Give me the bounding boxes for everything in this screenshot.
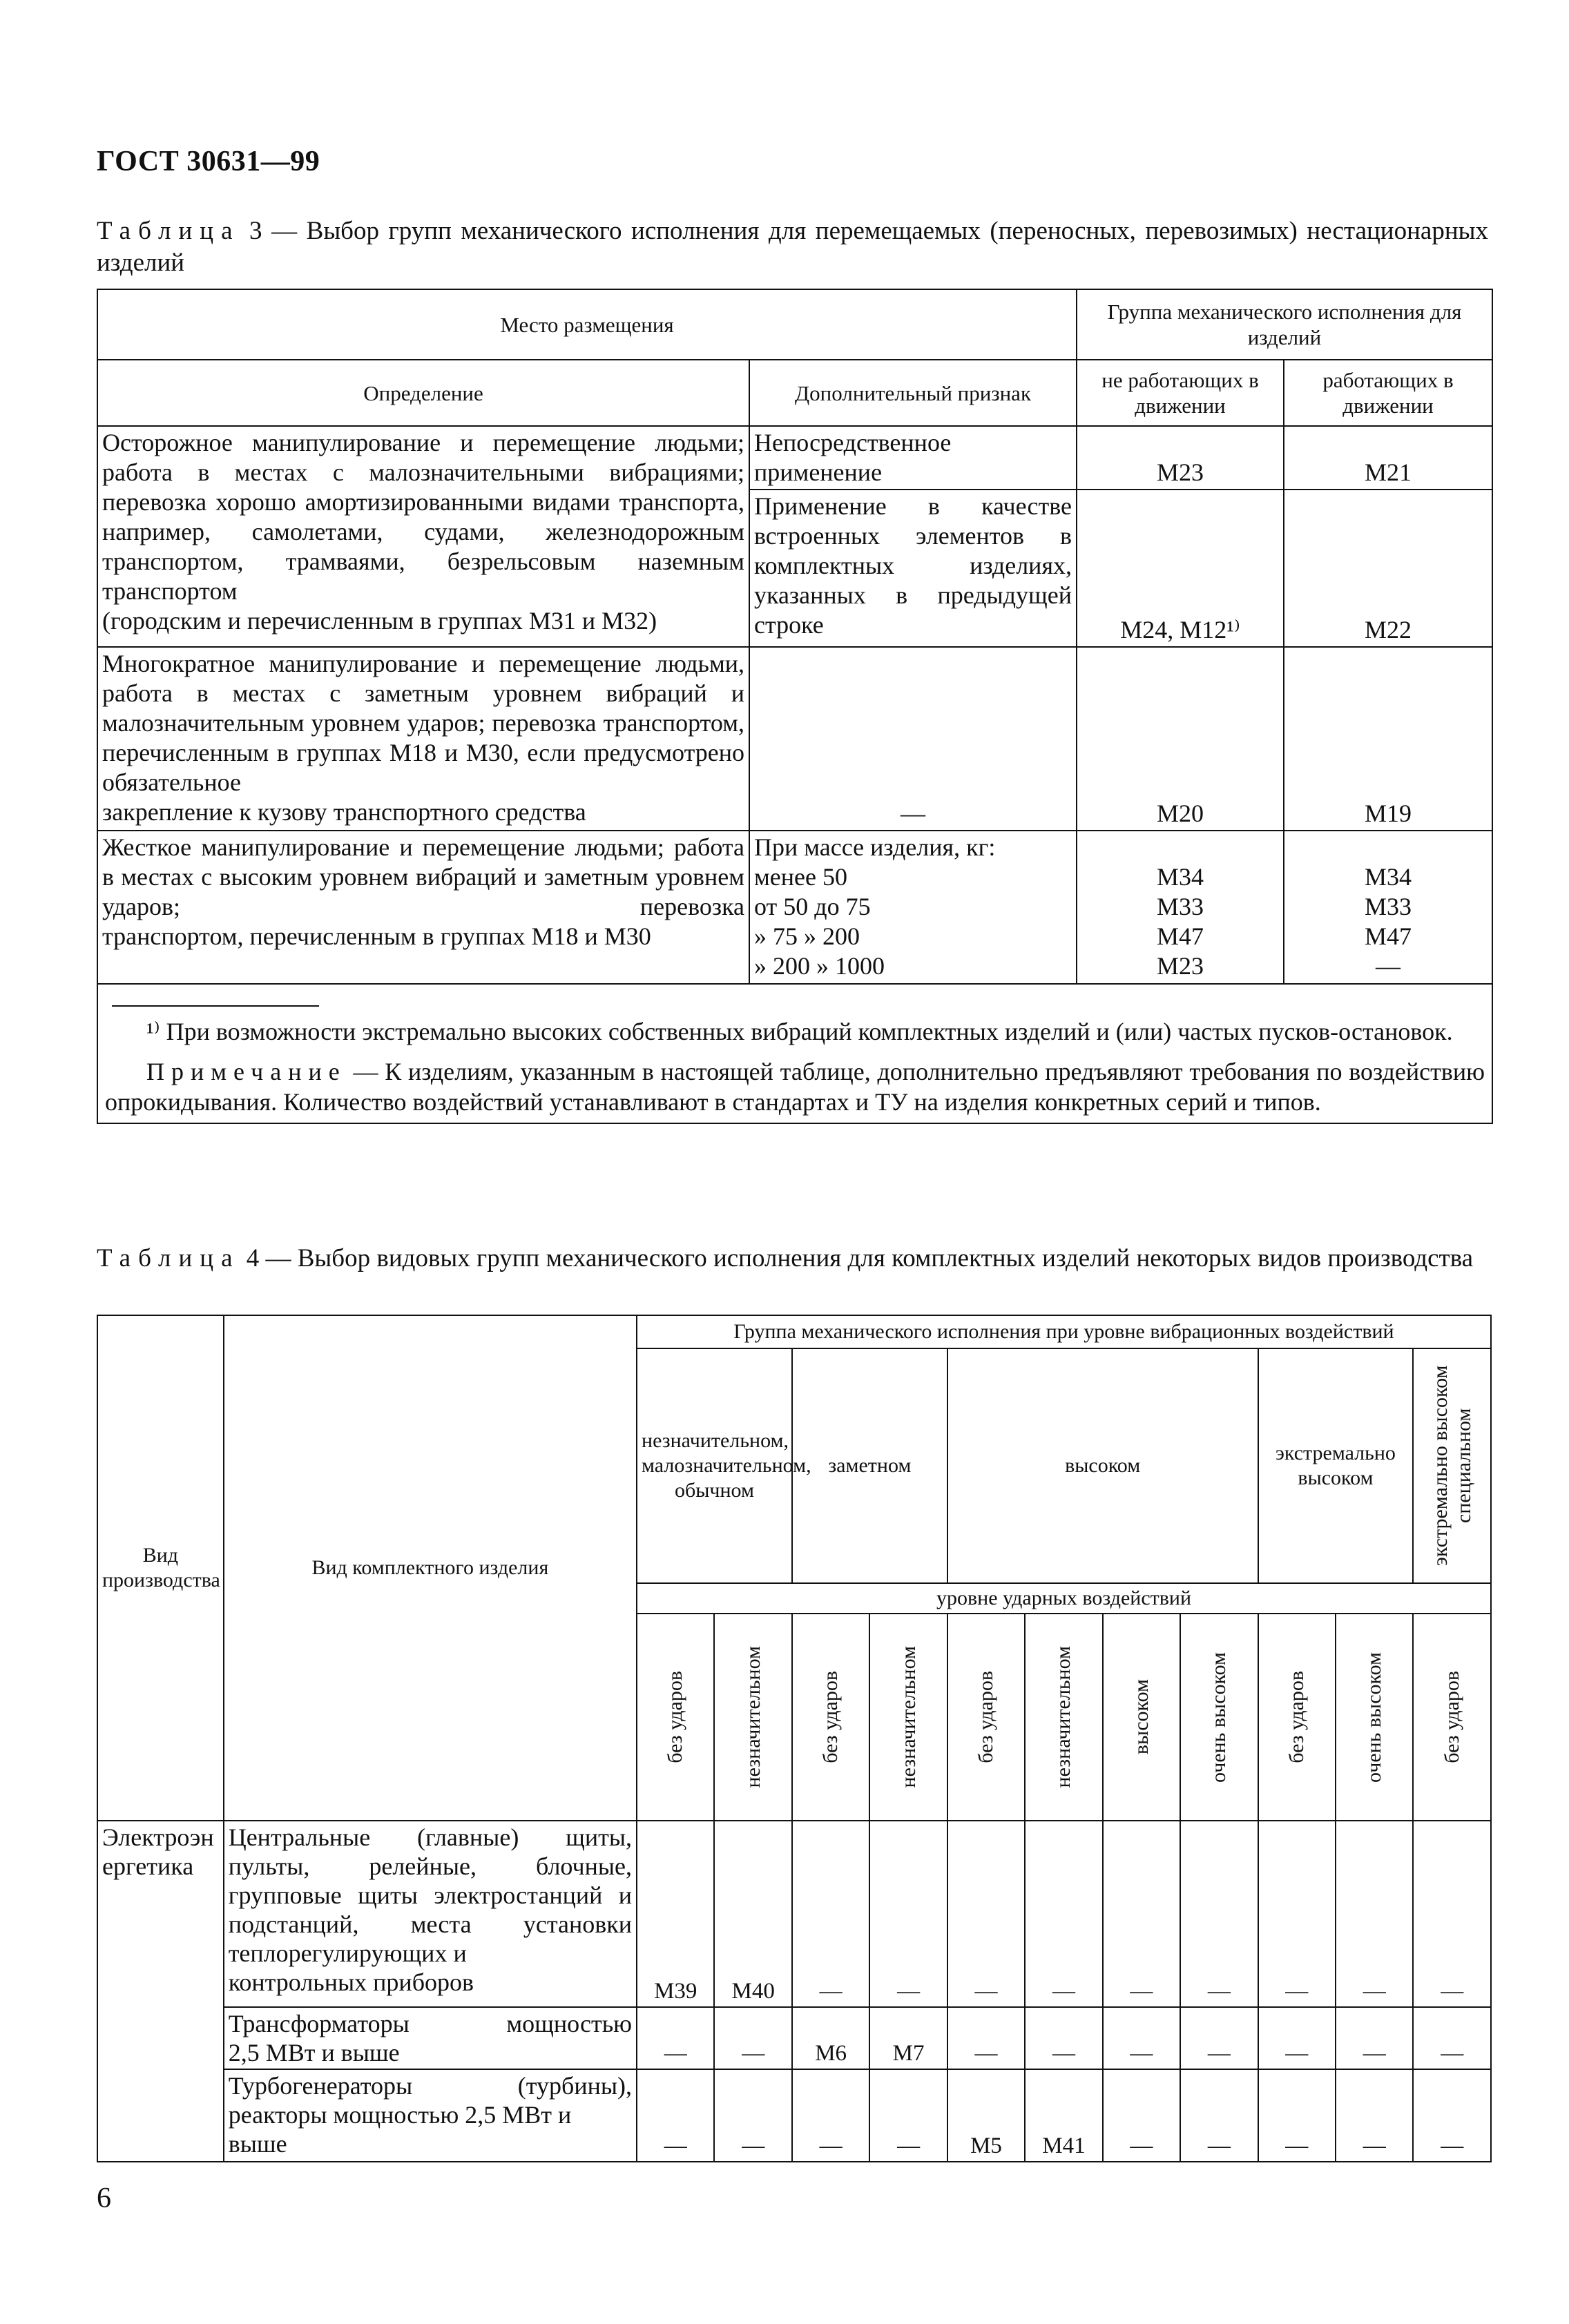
t4-cell: — <box>1025 2007 1102 2069</box>
table4-caption <box>97 1243 1488 1275</box>
t4-head-vib-high: высоком <box>947 1348 1258 1583</box>
t3-row1-feature-a: Непосредственное применение <box>749 426 1077 490</box>
t4-row2-product <box>224 2007 637 2069</box>
t4-shock-label: незначительном <box>741 1646 764 1788</box>
t4-shock-label: без ударов <box>1284 1671 1308 1763</box>
page-number: 6 <box>97 2182 111 2214</box>
t4-shock-label: очень высоком <box>1207 1652 1231 1783</box>
t4-cell: — <box>1336 2007 1413 2069</box>
t4-cell: — <box>714 2007 791 2069</box>
t4-shock-label: высоком <box>1129 1679 1153 1755</box>
t3-row1-moving-a: М21 <box>1284 426 1492 490</box>
t4-row1-product <box>224 1821 637 2007</box>
t4-cell: М5 <box>947 2069 1025 2162</box>
t4-head-shock-cell <box>1180 1614 1258 1821</box>
table4-caption-label: Таблица <box>97 1244 240 1272</box>
t4-head-shock-cell <box>714 1614 791 1821</box>
t3-row3-moving <box>1284 831 1492 984</box>
t3-row1-def-main: Осторожное манипулирование и перемещение людьми; работа в местах с малозначительными вибрациями; перевозка хорошо амортизированными видами транспорта, например, самолетами, судами, железнодорожным транспортом, трамваями, безрельсовым наземным транспортом <box>102 429 744 605</box>
t4-shock-label: без ударов <box>819 1671 843 1763</box>
t3-note-text: — К изделиям, указанным в настоящей таблице, дополнительно предъявляют требования по воздействию опрокидывания. Количество воздействий устанавливают в стандартах и ТУ на изделия конкретных серий и типов. <box>105 1058 1485 1116</box>
t3-row3-mass-head: При массе изделия, кг: <box>754 833 996 861</box>
t3-row3-value: М33 <box>1365 893 1412 920</box>
t3-row3-mass-item: менее 50 <box>754 863 847 891</box>
t3-note <box>105 1056 1485 1117</box>
t3-row3-value: М34 <box>1157 863 1204 891</box>
t3-row1-feature-b: Применение в качестве встроенных элементов в комплектных изделиях, указанных в предыдущей строке <box>749 490 1077 647</box>
t3-row3-mass-item: от 50 до 75 <box>754 893 871 920</box>
t4-cell: — <box>637 2069 714 2162</box>
t3-row3-value: М33 <box>1157 893 1204 920</box>
t3-head-not-moving: не работающих в движении <box>1077 360 1284 426</box>
t4-head-vib-extreme: экстремально высоком <box>1258 1348 1414 1583</box>
t3-row3-value: — <box>1376 952 1401 980</box>
t4-head-group: Группа механического исполнения при уровне вибрационных воздействий <box>637 1315 1491 1348</box>
t4-head-shock-cell <box>1413 1614 1491 1821</box>
t3-head-group: Группа механического исполнения для изделий <box>1077 289 1492 360</box>
table3-caption-label: Таблица <box>97 217 240 245</box>
t4-cell: — <box>1413 2069 1491 2162</box>
t3-row2-def-last: закрепление к кузову транспортного средства <box>102 798 586 826</box>
t4-head-shock-cell <box>637 1614 714 1821</box>
t4-head-vib-low: незначительном, малозначительном, обычном <box>637 1348 792 1583</box>
t3-row3-def-main: Жесткое манипулирование и перемещение людьми; работа в местах с высоким уровнем вибраций и заметным уровнем ударов; перевозка <box>102 833 744 920</box>
t4-shock-label: незначительном <box>896 1646 920 1788</box>
t4-head-vib-extreme-special-text: экстремально высоком специальном <box>1428 1365 1475 1567</box>
t4-head-production: Вид производства <box>97 1315 224 1821</box>
t4-head-vib-noticeable: заметном <box>792 1348 947 1583</box>
t3-row3-value: М23 <box>1157 952 1204 980</box>
t3-row1-definition <box>97 426 749 647</box>
t3-row1-not-moving-b: М24, М12¹⁾ <box>1077 490 1284 647</box>
t4-cell: — <box>869 1821 947 2007</box>
t4-cell: — <box>869 2069 947 2162</box>
document-header: ГОСТ 30631—99 <box>97 146 320 177</box>
t3-row3-mass-item: » 75 » 200 <box>754 922 860 950</box>
t4-cell: — <box>1180 2069 1258 2162</box>
t4-shock-label: без ударов <box>974 1671 997 1763</box>
t4-cell: — <box>792 2069 869 2162</box>
t4-production: Электроэнергетика <box>97 1821 224 2162</box>
t3-row3-definition <box>97 831 749 984</box>
t3-note-label: Примечание <box>146 1058 347 1085</box>
table3-caption-text: 3 — Выбор групп механического исполнения для перемещаемых (переносных, перевозимых) нестационарных изделий <box>97 217 1488 277</box>
t4-head-shock-cell <box>1258 1614 1336 1821</box>
t4-cell: — <box>1258 2007 1336 2069</box>
t4-row3-product-main: Турбогенераторы (турбины), реакторы мощностью 2,5 МВт и <box>228 2072 633 2129</box>
t4-shock-label: без ударов <box>664 1671 687 1763</box>
t4-cell: — <box>1258 1821 1336 2007</box>
t3-row2-feature: — <box>749 647 1077 831</box>
t3-row2-definition <box>97 647 749 831</box>
t4-cell: — <box>1336 2069 1413 2162</box>
t3-row1-not-moving-a: М23 <box>1077 426 1284 490</box>
t4-cell: — <box>637 2007 714 2069</box>
t4-cell: — <box>1258 2069 1336 2162</box>
t4-cell: — <box>1413 2007 1491 2069</box>
t3-row3-def-last: транспортом, перечисленным в группах М18 и М30 <box>102 922 651 950</box>
t4-head-shock-cell <box>1336 1614 1413 1821</box>
t4-shock-label: без ударов <box>1440 1671 1463 1763</box>
t3-row2-moving: М19 <box>1284 647 1492 831</box>
t4-head-shock-cell <box>1103 1614 1180 1821</box>
t4-row1-product-last: контрольных приборов <box>228 1968 474 1996</box>
t4-head-shock-cell <box>792 1614 869 1821</box>
t3-row3-value: М47 <box>1157 922 1204 950</box>
footnote-separator <box>112 1005 319 1007</box>
t4-cell: М7 <box>869 2007 947 2069</box>
t4-head-shock-cell <box>947 1614 1025 1821</box>
t4-cell: М41 <box>1025 2069 1102 2162</box>
t4-cell: — <box>1336 1821 1413 2007</box>
t4-cell: — <box>1103 2069 1180 2162</box>
t4-cell: — <box>1103 1821 1180 2007</box>
t3-row1-def-last: (городским и перечисленным в группах М31 и М32) <box>102 607 657 635</box>
t4-cell: — <box>1103 2007 1180 2069</box>
t4-cell: — <box>1413 1821 1491 2007</box>
t4-head-product: Вид комплектного изделия <box>224 1315 637 1821</box>
t4-row3-product-last: выше <box>228 2130 287 2158</box>
t3-row2-not-moving: М20 <box>1077 647 1284 831</box>
t4-cell: — <box>714 2069 791 2162</box>
t4-cell: — <box>947 1821 1025 2007</box>
t3-head-definition: Определение <box>97 360 749 426</box>
table4-caption-text: 4 — Выбор видовых групп механического исполнения для комплектных изделий некоторых видов производства <box>240 1244 1474 1272</box>
t3-notes <box>97 984 1492 1123</box>
t3-row3-mass-item: » 200 » 1000 <box>754 952 885 980</box>
t3-row3-not-moving <box>1077 831 1284 984</box>
t4-cell: — <box>947 2007 1025 2069</box>
t4-cell: — <box>1180 1821 1258 2007</box>
t4-head-vib-extreme-special <box>1413 1348 1491 1583</box>
t4-cell: М39 <box>637 1821 714 2007</box>
t3-row2-def-main: Многократное манипулирование и перемещение людьми, работа в местах с заметным уровнем вибраций и малозначительным уровнем ударов; перевозка транспортом, перечисленным в группах М18 и М30, если предусмотрено обязательное <box>102 650 744 796</box>
t4-cell: — <box>1025 1821 1102 2007</box>
table3 <box>97 289 1493 1124</box>
t3-footnote: ¹⁾ При возможности экстремально высоких собственных вибраций комплектных изделий и (или) частых пусков-остановок. <box>146 1018 1453 1045</box>
t3-row3-value: М47 <box>1365 922 1412 950</box>
t4-head-shock-cell <box>869 1614 947 1821</box>
t3-head-feature: Дополнительный признак <box>749 360 1077 426</box>
t4-cell: М6 <box>792 2007 869 2069</box>
table3-caption <box>97 215 1488 279</box>
t4-head-shock: уровне ударных воздействий <box>637 1583 1491 1614</box>
t4-row3-product <box>224 2069 637 2162</box>
t4-row1-product-main: Центральные (главные) щиты, пульты, релейные, блочные, групповые щиты электростанций и подстанций, места установки теплорегулирующих и <box>228 1823 633 1967</box>
t4-row2-product-main: Трансформаторы мощностью <box>228 2010 633 2037</box>
t3-head-place: Место размещения <box>97 289 1077 360</box>
t3-head-moving: работающих в движении <box>1284 360 1492 426</box>
t3-row3-mass <box>749 831 1077 984</box>
t4-shock-label: очень высоком <box>1363 1652 1386 1783</box>
t3-row1-moving-b: М22 <box>1284 490 1492 647</box>
t4-cell: — <box>792 1821 869 2007</box>
t4-shock-label: незначительном <box>1052 1646 1075 1788</box>
t4-cell: — <box>1180 2007 1258 2069</box>
t3-row3-value: М34 <box>1365 863 1412 891</box>
t4-head-shock-cell <box>1025 1614 1102 1821</box>
table4 <box>97 1315 1492 2162</box>
t4-cell: М40 <box>714 1821 791 2007</box>
t4-row2-product-last: 2,5 МВт и выше <box>228 2039 400 2066</box>
